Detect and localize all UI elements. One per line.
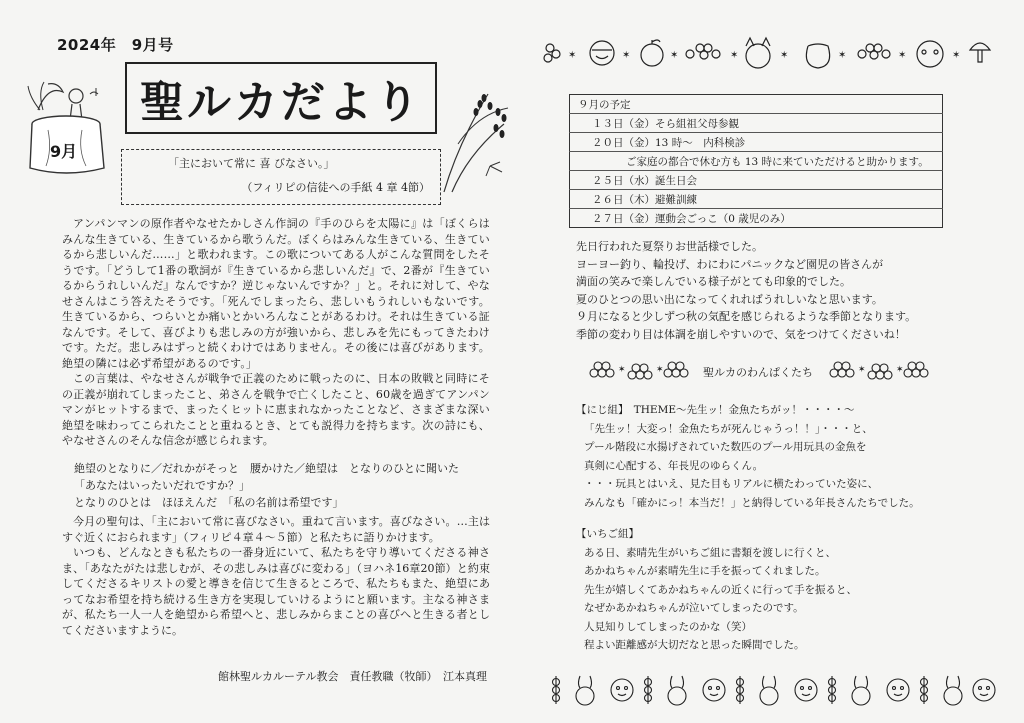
sermon-paragraph-4: いつも、どんなときも私たちの一番身近にいて、私たちを守り導いてくださる神さま、「あなたがたは悲しむが、その悲しみは喜びに変わる」（ヨハネ16章20節）と約束してくださるキリストの愛と導きを信じて生きるところで、私たちもまた、絶望にあってなお希望を持ち続ける生き方を実現していけるようにと願います。主なる神さまが、私たち一人一人を絶望から希望へと、悲しみからまことの喜びへと生きる者としてくださいますように。: [62, 546, 490, 637]
schedule-event: 運動会ごっこ（0 歳児のみ）: [655, 212, 791, 225]
schedule-date: １３日（金）: [592, 117, 655, 130]
svg-text:✶: ✶: [670, 50, 679, 61]
schedule-row: [570, 171, 943, 190]
svg-text:✶: ✶: [898, 50, 907, 61]
ichigo-line: あかねちゃんが素晴先生に手を振ってくれました。: [584, 565, 826, 577]
niji-line: みんなも「確かにっ！本当だ！」と納得している年長さんたちでした。: [584, 496, 920, 509]
poem-line-1: 絶望のとなりに／だれかがそっと 腰かけた／絶望は となりのひとに聞いた: [74, 462, 459, 475]
niji-line: ・・・玩具とはいえ、見た目もリアルに横たわっていた姿に、: [584, 478, 879, 490]
note-line: 満面の笑みで楽しんでいる様子がとても印象的でした。: [576, 275, 851, 289]
monthly-verse-box: [121, 149, 441, 205]
svg-text:✶: ✶: [622, 50, 631, 61]
ichigo-line: 程よい距離感が大切だなと思った瞬間でした。: [584, 639, 805, 651]
schedule-row: [570, 114, 943, 133]
rice-plant-illustration: [438, 84, 512, 194]
kids-section-header: [586, 356, 936, 386]
schedule-date: ２６日（木）: [592, 193, 655, 206]
verse-text: 「主において常に 喜 びなさい。」: [168, 157, 335, 170]
schedule-event: そら組祖父母参観: [655, 117, 739, 130]
svg-text:✶: ✶: [780, 50, 789, 61]
schedule-event: 避難訓練: [655, 193, 697, 206]
svg-text:✶: ✶: [568, 50, 577, 61]
sermon-paragraph-3: 今月の聖句は、「主において常に喜びなさい。重ねて言います。喜びなさい。…主はすぐ近くにおられます」（フィリピ４章４〜５節）と私たちに語りかけます。: [62, 515, 490, 544]
sermon-paragraph-1: アンパンマンの原作者やなせたかしさん作詞の『手のひらを太陽に』は「ぼくらはみんな生きている、生きているから歌うんだ。ぼくらはみんな生きている、生きているから悲しいんだ……」と歌われます。この歌についてある人がこんな質問をしたそうです。「どうして1番の歌詞が『生きているから悲しいんだ』で、2番が『生きているからうれしいんだ』なんですか？逆じゃないんですか？」と。それに対して、やなせさんはこう答えたそうです。「死んでしまったら、悲しいもうれしいもないです。生きているから、つらいとか痛いとかいろんなことがあるわけ。それは生きている証なんです。そして、喜びよりも悲しみの方が強いから、悲しみを先にもってきたわけです。ただ。悲しみはずっと続くわけではありません。その後には喜びがあります。絶望の隣には必ず希望があるのです。」: [62, 217, 490, 370]
niji-line: 「先生ッ！大変っ！金魚たちが死んじゃうっ！！」・・・と、: [584, 422, 873, 435]
ichigo-line: 先生が嬉しくてあかねちゃんの近くに行って手を振ると、: [584, 583, 857, 596]
note-line: ヨーヨー釣り、輪投げ、わにわにパニックなど園児の皆さんが: [576, 257, 884, 271]
niji-group-story: [576, 401, 920, 512]
signature: 館林聖ルカルーテル教会 責任教職（牧師） 江本真理: [218, 670, 487, 683]
ichigo-line: なぜかあかねちゃんが泣いてしまったのです。: [584, 602, 804, 614]
newsletter-title: 聖ルカだより: [140, 77, 422, 128]
svg-text:✶: ✶: [656, 365, 664, 375]
schedule-row: [570, 152, 943, 171]
note-line: 先日行われた夏祭りお世話様でした。: [576, 240, 763, 253]
niji-line: 真剣に心配する、年長児のゆらくん。: [584, 459, 764, 472]
tree-stump-illustration: [18, 80, 118, 180]
note-line: 夏のひとつの思い出になってくれればうれしいなと思います。: [576, 292, 883, 306]
niji-line: プール階段に水揚げされていた数匹のプール用玩具の金魚を: [584, 441, 867, 453]
svg-text:✶: ✶: [896, 365, 904, 375]
note-line: 季節の変わり目は体調を崩しやすいので、気をつけてくださいね！: [576, 327, 906, 341]
schedule-event: 13 時〜 内科検診: [655, 136, 746, 149]
schedule-event: 誕生日会: [655, 174, 697, 187]
niji-header: 【にじ組】 THEME～先生ッ！金魚たちがッ！・・・・～: [576, 404, 855, 416]
summer-festival-note: [576, 238, 956, 344]
decorative-border-bottom: [548, 672, 998, 708]
sermon-body-2: [62, 514, 490, 638]
ichigo-group-story: [576, 525, 857, 655]
poem-line-2: 「あなたはいったいだれですか？」: [74, 479, 250, 492]
svg-text:✶: ✶: [858, 365, 866, 375]
schedule-row: [570, 209, 943, 228]
sermon-body: [62, 216, 490, 449]
schedule-title: ９月の予定: [570, 95, 943, 114]
svg-text:✶: ✶: [838, 50, 847, 61]
schedule-row: [570, 190, 943, 209]
note-line: ９月になると少しずつ秋の気配を感じられるような季節となります。: [576, 310, 917, 324]
schedule-event: ご家庭の都合で休む方も 13 時に来ていただけると助かります。: [626, 155, 929, 168]
month-badge: 9月: [50, 142, 78, 161]
kids-section-title: 聖ルカのわんぱくたち: [703, 366, 813, 379]
schedule-date: ２５日（水）: [592, 174, 655, 187]
flower-decoration-right: [826, 356, 936, 386]
svg-text:✶: ✶: [618, 365, 626, 375]
sermon-paragraph-2: この言葉は、やなせさんが戦争で正義のために戦ったのに、日本の敗戦と同時にその正義が崩れてしまったこと、弟さんを戦争で亡くしたこと、60歳を過ぎてアンパンマンがヒットするまで、まったくヒットに恵まれなかったことなど、さまざまな深い絶望を味わってこられたことと重ねるとき、とても説得力を持ちます。次の詩にも、やなせさんのそんな信念が感じられます。: [62, 372, 490, 447]
ichigo-header: 【いちご組】: [576, 528, 639, 540]
ichigo-line: 人見知りしてしまったのかな（笑）: [584, 620, 752, 633]
flower-decoration-left: [586, 356, 696, 386]
poem: [62, 460, 459, 511]
schedule-table: [569, 94, 943, 228]
poem-line-3: となりのひとは ほほえんだ 「私の名前は希望です」: [74, 496, 344, 509]
ichigo-line: ある日、素晴先生がいちご組に書類を渡しに行くと、: [584, 546, 836, 559]
decorative-border-top: [540, 36, 1000, 70]
newsletter-title-box: [125, 62, 437, 134]
schedule-date: ２７日（金）: [592, 212, 655, 225]
schedule-row: [570, 133, 943, 152]
schedule-date: ２０日（金）: [592, 136, 655, 149]
svg-text:✶: ✶: [730, 50, 739, 61]
svg-text:✶: ✶: [952, 50, 961, 61]
verse-citation: （フィリピの信徒への手紙 4 章 4節）: [241, 181, 430, 194]
issue-date: 2024年 9月号: [57, 36, 174, 54]
